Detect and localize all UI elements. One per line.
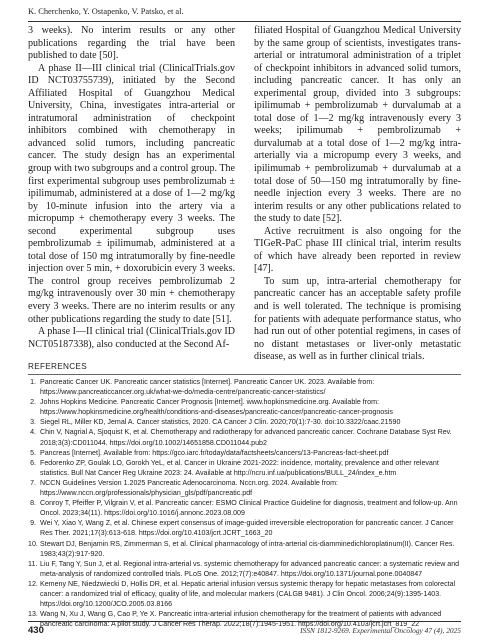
left-column — [28, 25, 235, 358]
reference-number: 10. — [28, 539, 38, 548]
reference-number: 11. — [28, 559, 38, 568]
paragraph: A phase II—III clinical trial (ClinicalTrials.gov ID NCT03755739), initiated by the Second Affiliated Hospital of Guangzhou Medical University, China, investigates intra-arterial or intratumoral administration of checkpoint inhibitors combined with chemotherapy in advanced solid tumors, including pancreatic cancer. The study design has an experimental group with two subgroups and a control group. The first experimental subgroup uses pembrolizumab ± ipilimumab, administered at a dose of 1—2 mg/kg by 10-minute infusion into the artery via a micropump + chemotherapy every 3 weeks. The second experimental subgroup uses pembrolizumab ± ipilimumab, administered at a total dose of 150 mg intratumorally by fine-needle injection over 5 min, + doxorubicin every 3 weeks. The control group receives pembrolizumab 2 mg/kg intravenously over 30 min + chemotherapy every 3 weeks. There are no interim results or any other publications regarding the study to date [51]. — [28, 62, 235, 325]
reference-text: Pancreatic Cancer UK. Pancreatic cancer statistics [Internet]. Pancreatic Cancer UK. 2023. Available from: https://www.pancreaticcancer.org.uk/what-we-do/media-centre/pancreatic-cancer-statistics/ — [40, 378, 375, 397]
reference-item — [28, 498, 461, 518]
reference-number: 4. — [30, 428, 36, 437]
reference-number: 7. — [30, 478, 36, 487]
reference-item — [28, 539, 461, 559]
reference-text: Stewart DJ, Benjamin RS, Zimmerman S, et al. Clinical pharmacology of intra-arterial cis-diamminedichloroplatinum(II). Cancer Res. 1983;43(2):917-920. — [40, 539, 455, 558]
reference-text: Wei Y, Xiao Y, Wang Z, et al. Chinese expert consensus of image-guided irreversible electroporation for pancreatic cancer. J Cancer Res Ther. 2021;17(3):613-618. https://doi.org/10.4103/jcrt.JCRT_1663_20 — [40, 519, 454, 538]
reference-number: 8. — [30, 499, 36, 508]
body-columns — [28, 25, 461, 363]
page-number: 430 — [28, 625, 44, 636]
reference-number: 12. — [28, 579, 38, 588]
reference-text: Wang N, Xu J, Wang G, Cao P, Ye X. Pancreatic intra-arterial infusion chemotherapy for the treatment of patients with advanced pancreatic carcinoma: A pilot study. J Cancer Res Therap. 2022;18(7):1945-1951. https://doi.org/10.4103/jcrt.jcrt_819_22 — [40, 610, 442, 629]
footer-rule — [28, 621, 461, 622]
reference-text: Siegel RL, Miller KD, Jemal A. Cancer statistics, 2020. CA Cancer J Clin. 2020;70(1):7-30. doi:10.3322/caac.21590 — [40, 418, 401, 427]
reference-item — [28, 397, 461, 417]
reference-text: Conroy T, Pfeiffer P, Vilgrain V, et al. Pancreatic cancer: ESMO Clinical Practice Guideline for diagnosis, treatment and follow-up. Ann Oncol. 2023;34(11). https://doi.org/10.1016/j.annonc.2023.08.009 — [40, 499, 458, 518]
reference-text: Liu F, Tang Y, Sun J, et al. Regional intra-arterial vs. systemic chemotherapy for advanced pancreatic cancer: a systematic review and meta-analysis of randomized controlled trials. PLoS One. 2012;7(7):e40847. https://doi.org/10.1371/journal.pone.0040847 — [40, 559, 460, 578]
references-heading: REFERENCES — [28, 362, 87, 371]
reference-text: NCCN Guidelines Version 1.2025 Pancreatic Adenocarcinoma. Nccn.org. 2024. Available from: https://www.nccn.org/professionals/physician_gls/pdf/pancreatic.pdf — [40, 478, 338, 498]
right-column — [254, 25, 461, 363]
reference-number: 3. — [30, 418, 36, 427]
reference-number: 5. — [30, 448, 36, 457]
reference-text: Fedorenko ZP, Goulak LO, Gorokh YeL, et al. Cancer in Ukraine 2021-2022: incidence, mortality, prevalence and other relevant statistics. Bull Nat Cancer Reg Ukraine 2023: 24. Available at http://ncru.inf.ua/publications/BULL_24/index_e.htm — [40, 458, 439, 477]
reference-text: Chin V, Nagrial A, Sjoquist K, et al. Chemotherapy and radiotherapy for advanced pancreatic cancer. Cochrane Database Syst Rev. 2018;3(3):CD011044. https://doi.org/10.1002/14651858.CD011044.pub2 — [40, 428, 452, 447]
reference-number: 6. — [30, 458, 36, 467]
reference-item — [28, 518, 461, 538]
paragraph: filiated Hospital of Guangzhou Medical University by the same group of scientists, investigates trans-arterial or intratumoral administration of a triplet of checkpoint inhibitors in advanced solid tumors, including pancreatic cancer. It has only an experimental group, divided into 3 subgroups: ipilimumab + pembrolizumab + durvalumab at a total dose of 1—2 mg/kg intravenously every 3 weeks; ipilimumab + pembrolizumab + durvalumab at a total dose of 1—2 mg/kg intra-arterially via a micropump every 3 weeks, and ipilimumab + pembrolizumab + durvalumab at a total dose of 50—150 mg intratumorally by fine-needle injection every 3 weeks. There are no interim results or any other publications related to the study to date [52]. — [254, 25, 461, 225]
paragraph: Active recruitment is also ongoing for the TIGeR-PaC phase III clinical trial, interim results of which have already been reported in review [47]. — [254, 225, 461, 275]
header-rule — [28, 21, 461, 22]
paragraph: A phase I—II clinical trial (ClinicalTrials.gov ID NCT05187338), also conducted at the Second Af- — [28, 326, 235, 350]
journal-info: ISSN 1812-9269. Experimental Oncology 47 (4), 2025 — [300, 626, 461, 635]
reference-text: Kemeny NE, Niedzwiecki D, Hollis DR, et al. Hepatic arterial infusion versus systemic therapy for hepatic metastases from colorectal cancer: a randomized trial of efficacy, quality of life, and molecular markers (CALGB 9481). J Clin Oncol. 2006;24(9):1395-1403. https://doi.org/10.1200/JCO.2005.03.8166 — [40, 579, 456, 609]
reference-item — [28, 377, 461, 397]
references-rule — [28, 374, 461, 375]
reference-text: Johns Hopkins Medicine. Pancreatic Cancer Prognosis [Internet]. www.hopkinsmedicine.org. Available from: https://www.hopkinsmedicine.org/health/conditions-and-diseases/pancreatic-cancer/pancreatic-cancer-prognosis — [40, 398, 393, 417]
paragraph: 3 weeks). No interim results or any other publications regarding the trial have been published to date [50]. — [28, 25, 235, 62]
reference-number: 13. — [28, 610, 38, 619]
reference-item — [28, 559, 461, 579]
reference-number: 9. — [30, 519, 36, 528]
reference-number: 2. — [30, 398, 36, 407]
reference-item — [28, 448, 461, 458]
reference-item — [28, 458, 461, 478]
reference-text: Pancreas [Internet]. Available from: https://gco.iarc.fr/today/data/factsheets/cancers/13-Pancreas-fact-sheet.pdf — [40, 448, 389, 457]
reference-item — [28, 579, 461, 609]
references-list — [28, 377, 461, 629]
running-head-authors: K. Cherchenko, Y. Ostapenko, V. Patsko, et al. — [28, 7, 184, 16]
reference-item — [28, 427, 461, 447]
reference-number: 1. — [30, 378, 36, 386]
reference-item — [28, 478, 461, 498]
reference-item — [28, 417, 461, 427]
paragraph: To sum up, intra-arterial chemotherapy for pancreatic cancer has an acceptable safety profile and is well tolerated. The technique is promising for patients with adequate performance status, who had run out of other potential regimens, in cases of no distant metastases or liver-only metastatic disease, as well as in further clinical trials. — [254, 275, 461, 363]
